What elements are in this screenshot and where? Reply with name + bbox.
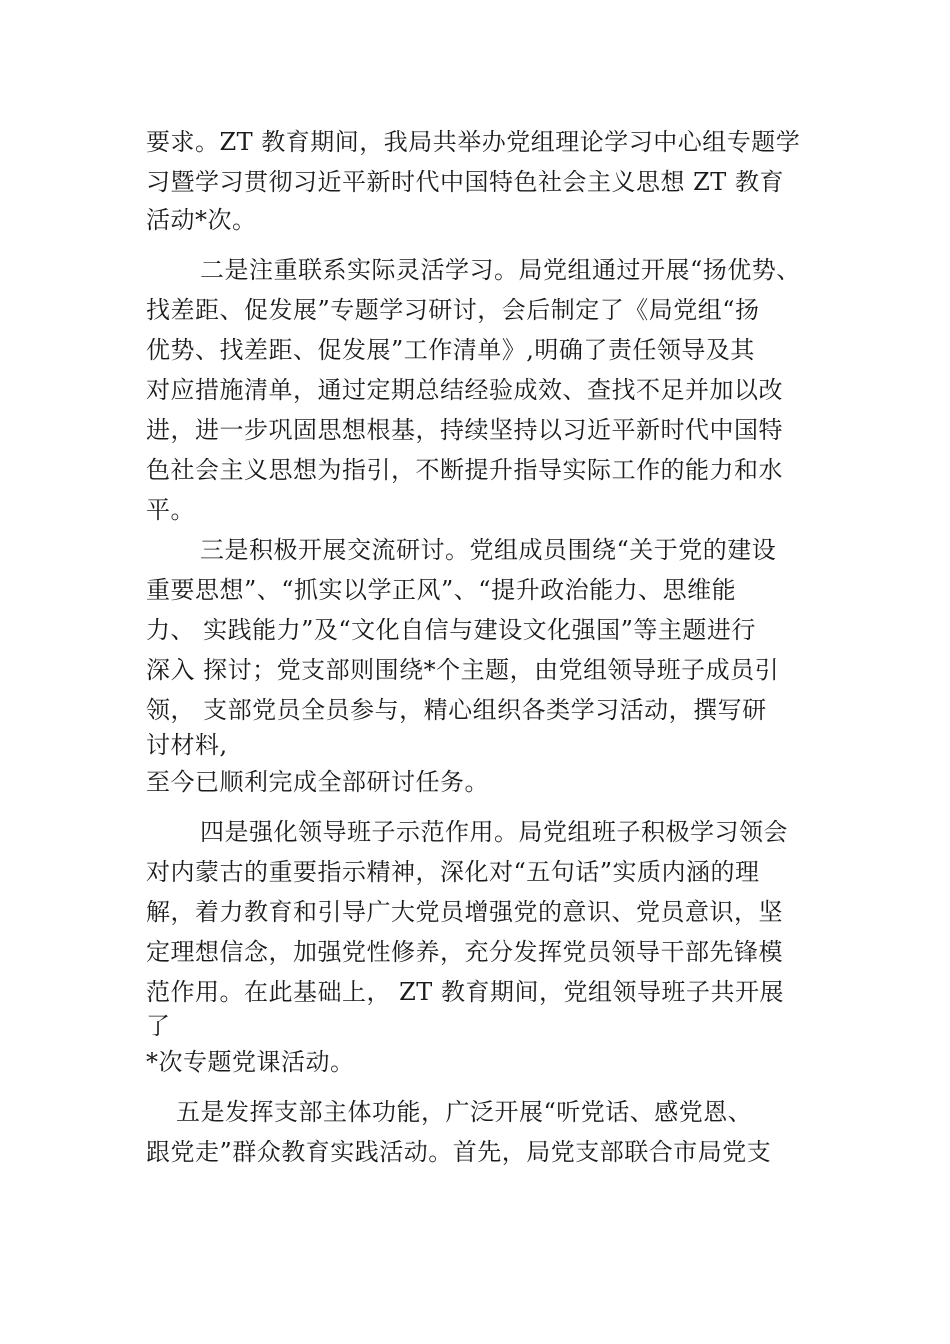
text-line: 领， 支部党员全员参与，精心组织各类学习活动，撰写研: [146, 696, 767, 724]
text-line: 跟党走”群众教育实践活动。首先，局党支部联合市局党支: [146, 1138, 772, 1166]
paragraph-start-line: 二是注重联系实际灵活学习。局党组通过开展“扬优势、: [200, 256, 801, 284]
text-line: 讨材料,: [146, 731, 228, 759]
text-line: 对应措施清单，通过定期总结经验成效、查找不足并加以改: [146, 376, 783, 404]
text-line: 活动*次。: [146, 206, 257, 234]
text-line: 平。: [146, 496, 195, 524]
paragraph-start-line: 五是发挥支部主体功能，广泛开展“听党话、感党恩、: [176, 1098, 753, 1126]
text-line: 找差距、促发展”专题学习研讨，会后制定了《局党组“扬: [146, 296, 760, 324]
text-line: 进，进一步巩固思想根基，持续坚持以习近平新时代中国特: [146, 416, 783, 444]
text-line: 重要思想”、“抓实以学正风”、“提升政治能力、思维能: [146, 576, 737, 604]
text-line: *次专题党课活动。: [146, 1048, 355, 1076]
text-line: 解，着力教育和引导广大党员增强党的意识、党员意识，坚: [146, 898, 783, 926]
text-line: 至今已顺利完成全部研讨任务。: [146, 768, 489, 796]
paragraph-start-line: 四是强化领导班子示范作用。局党组班子积极学习领会: [200, 818, 788, 846]
text-line: 力、 实践能力”及“文化自信与建设文化强国”等主题进行: [146, 616, 756, 644]
paragraph-start-line: 三是积极开展交流研讨。党组成员围绕“关于党的建设: [200, 536, 777, 564]
text-line: 范作用。在此基础上， ZT 教育期间，党组领导班子共开展: [146, 978, 784, 1006]
text-line: 了: [146, 1012, 171, 1040]
text-line: 要求。ZT 教育期间，我局共举办党组理论学习中心组专题学: [146, 128, 801, 156]
text-line: 深入 探讨；党支部则围绕*个主题，由党组领导班子成员引: [146, 656, 780, 684]
text-line: 习暨学习贯彻习近平新时代中国特色社会主义思想 ZT 教育: [146, 168, 784, 196]
text-line: 对内蒙古的重要指示精神，深化对“五句话”实质内涵的理: [146, 858, 760, 886]
text-line: 优势、找差距、促发展”工作清单》,明确了责任领导及其: [146, 336, 755, 364]
text-line: 色社会主义思想为指引，不断提升指导实际工作的能力和水: [146, 456, 783, 484]
text-line: 定理想信念，加强党性修养，充分发挥党员领导干部先锋模: [146, 938, 783, 966]
